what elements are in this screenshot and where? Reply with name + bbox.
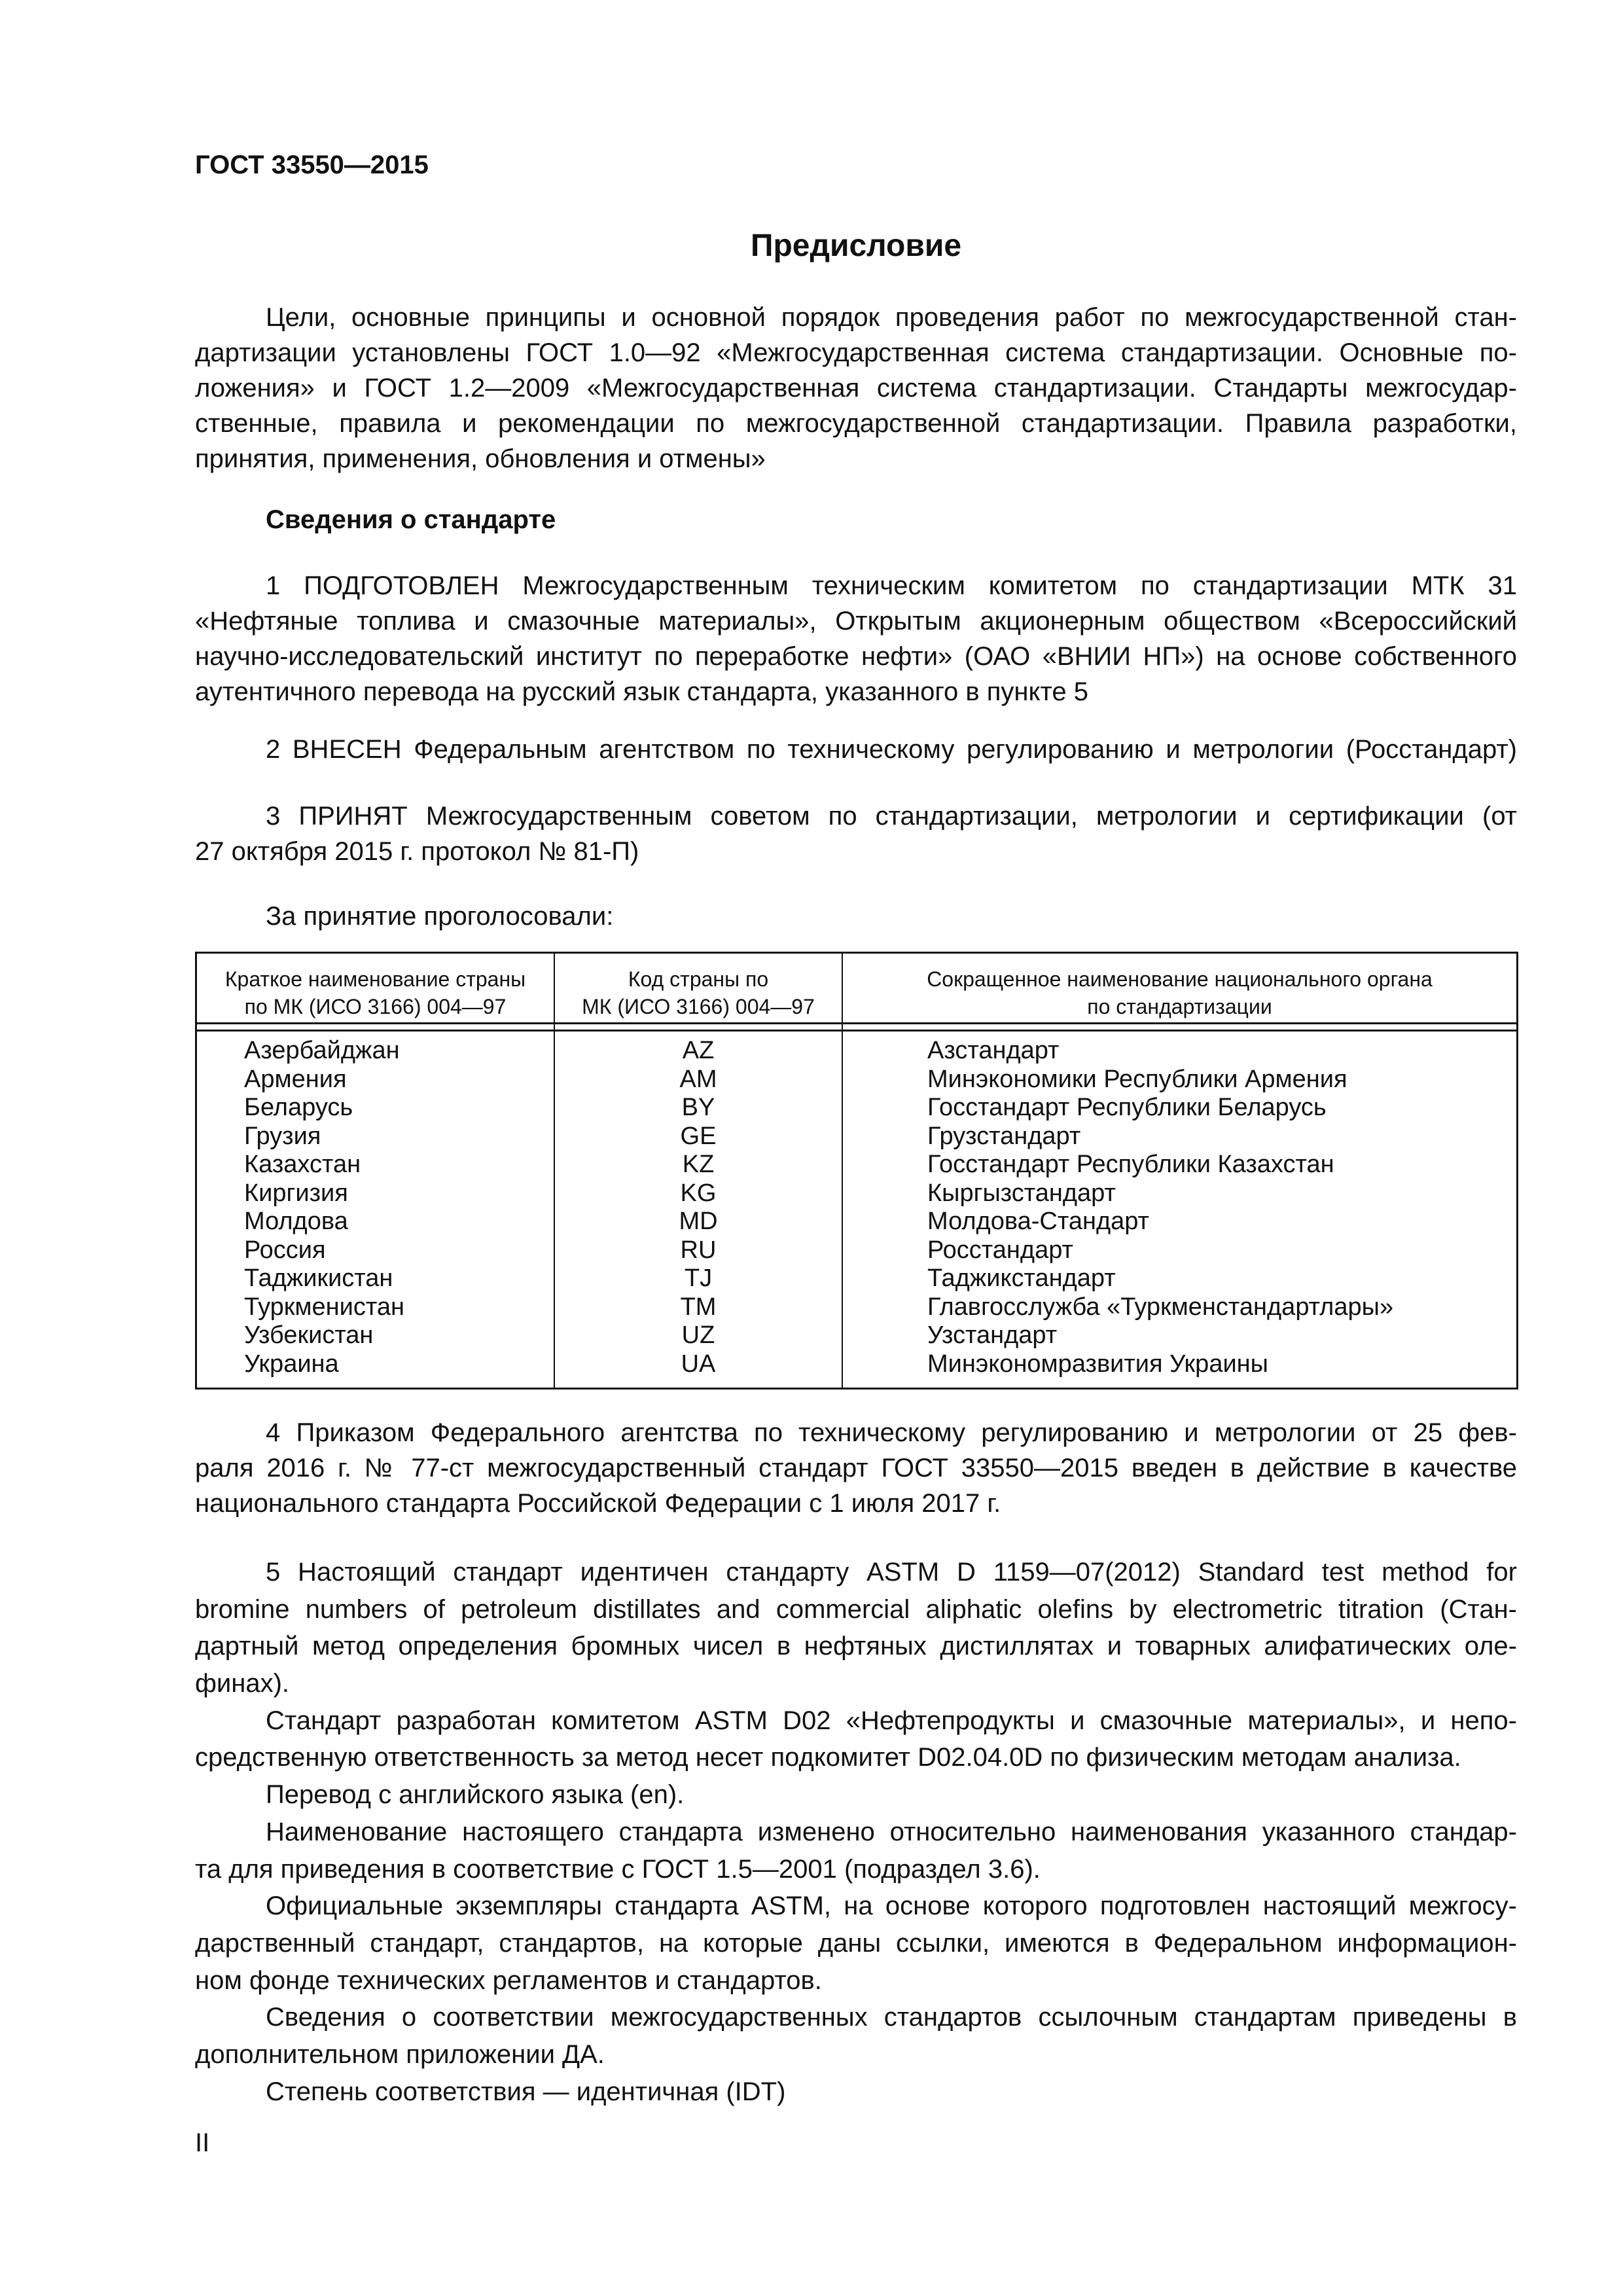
text-line: дополнительном приложении ДА. xyxy=(195,2039,605,2069)
code-cell: RU xyxy=(680,1236,717,1264)
text-line: раля 2016 г. № 77-ст межгосударственный стандарт ГОСТ 33550—2015 введен в действие в качестве xyxy=(195,1454,1517,1482)
code-cell: TJ xyxy=(684,1265,713,1292)
text-line: Стандарт разработан комитетом ASTM D02 «Нефтепродукты и смазочные материалы», и непо- xyxy=(266,1706,1517,1735)
column-header-code: Код страны по МК (ИСО 3166) 004—97 xyxy=(582,967,815,1018)
text-line: Перевод с английского языка (en). xyxy=(266,1780,685,1810)
text-line: 27 октября 2015 г. протокол № 81-П) xyxy=(195,837,639,866)
country-cell: Молдова xyxy=(244,1208,348,1235)
table-row xyxy=(197,1293,1516,1322)
text-line: Цели, основные принципы и основной порядок проведения работ по межгосударственной стан- xyxy=(266,303,1517,332)
authority-cell: Минэкономики Республики Армения xyxy=(927,1065,1347,1093)
authority-cell: Таджикстандарт xyxy=(927,1265,1116,1292)
table-row xyxy=(197,1265,1516,1293)
table-row xyxy=(197,1350,1516,1379)
item-5-paragraph xyxy=(195,1999,1517,2073)
item-5-paragraph xyxy=(195,1888,1517,1999)
text-line: 1 ПОДГОТОВЛЕН Межгосударственным техническим комитетом по стандартизации МТК 31 xyxy=(266,571,1517,600)
header-divider xyxy=(197,1030,1516,1031)
text-line: 3 ПРИНЯТ Межгосударственным советом по стандартизации, метрологии и сертификации (от xyxy=(266,802,1517,831)
code-cell: KZ xyxy=(682,1151,715,1178)
code-cell: UA xyxy=(681,1350,716,1378)
code-cell: UZ xyxy=(681,1321,715,1349)
code-cell: KG xyxy=(680,1179,717,1207)
table-row xyxy=(197,1122,1516,1151)
voted-label: За принятие проголосовали: xyxy=(266,902,614,931)
text-line: Официальные экземпляры стандарта ASTM, на основе которого подготовлен настоящий межгосу- xyxy=(266,1892,1517,1921)
text-line: ственные, правила и рекомендации по межгосударственной стандартизации. Правила разработки, xyxy=(195,409,1517,438)
table-row xyxy=(197,1037,1516,1066)
item-1-prepared xyxy=(195,568,1517,709)
text-line: дартизации установлены ГОСТ 1.0—92 «Межгосударственная система стандартизации. Основные по- xyxy=(195,338,1517,367)
text-line: ложения» и ГОСТ 1.2—2009 «Межгосударственная система стандартизации. Стандарты межгосудар- xyxy=(195,374,1517,403)
page-number: II xyxy=(195,2128,210,2157)
text-line: финах). xyxy=(195,1669,290,1698)
text-line: дарственный стандарт, стандартов, на которые даны ссылки, имеются в Федеральном информацион- xyxy=(195,1928,1517,1958)
country-cell: Беларусь xyxy=(244,1094,353,1121)
column-header-authority: Сокращенное наименование национального органа по стандартизации xyxy=(927,967,1433,1018)
item-5-paragraph xyxy=(195,1814,1517,1888)
text-line: средственную ответственность за метод несет подкомитет D02.04.0D по физическим методам анализа. xyxy=(195,1743,1461,1772)
authority-cell: Госстандарт Республики Казахстан xyxy=(927,1151,1334,1178)
code-cell: AM xyxy=(679,1065,717,1093)
country-cell: Украина xyxy=(244,1350,339,1378)
text-line: принятия, применения, обновления и отмены» xyxy=(195,444,766,473)
text-line: ном фонде технических регламентов и стандартов. xyxy=(195,1965,822,1995)
code-cell: BY xyxy=(681,1094,715,1121)
authority-cell: Минэкономразвития Украины xyxy=(927,1350,1268,1378)
item-5-paragraph xyxy=(195,1554,1517,1702)
table-row xyxy=(197,1066,1516,1094)
text-line: 2 ВНЕСЕН Федеральным агентством по техническому регулированию и метрологии (Росстандарт) xyxy=(266,735,1517,764)
table-row xyxy=(197,1236,1516,1265)
code-cell: MD xyxy=(679,1208,718,1235)
table-row xyxy=(197,1208,1516,1236)
country-cell: Россия xyxy=(244,1236,326,1264)
authority-cell: Кыргызстандарт xyxy=(927,1179,1116,1207)
authority-cell: Узстандарт xyxy=(927,1321,1058,1349)
country-cell: Армения xyxy=(244,1065,347,1093)
country-cell: Казахстан xyxy=(244,1151,361,1178)
column-header-country: Краткое наименование страны по МК (ИСО 3166) 004—97 xyxy=(224,967,526,1018)
table-row xyxy=(197,1094,1516,1122)
header-divider xyxy=(197,1022,1516,1024)
item-5-paragraph xyxy=(195,1702,1517,1776)
text-line: та для приведения в соответствие с ГОСТ 1.5—2001 (подраздел 3.6). xyxy=(195,1854,1041,1884)
authority-cell: Азстандарт xyxy=(927,1037,1060,1064)
voting-countries-table xyxy=(195,952,1518,1390)
text-line: аутентичного перевода на русский язык стандарта, указанного в пункте 5 xyxy=(195,677,1088,706)
country-cell: Таджикистан xyxy=(244,1265,393,1292)
text-line: 4 Приказом Федерального агентства по техническому регулированию и метрологии от 25 фев- xyxy=(266,1418,1517,1447)
authority-cell: Госстандарт Республики Беларусь xyxy=(927,1094,1327,1121)
country-cell: Грузия xyxy=(244,1122,321,1150)
text-line: Степень соответствия — идентичная (IDT) xyxy=(266,2077,786,2106)
page-title: Предисловие xyxy=(750,228,962,263)
table-row xyxy=(197,1321,1516,1350)
item-3-adopted xyxy=(195,798,1517,869)
item-5-identity xyxy=(195,1554,1517,2110)
text-line: bromine numbers of petroleum distillates and commercial aliphatic olefins by electrometric titration (Стан- xyxy=(195,1594,1517,1624)
code-cell: GE xyxy=(680,1122,717,1150)
item-5-paragraph xyxy=(195,2073,1517,2111)
country-cell: Узбекистан xyxy=(244,1321,374,1349)
authority-cell: Главгосслужба «Туркменстандартлары» xyxy=(927,1293,1394,1321)
authority-cell: Грузстандарт xyxy=(927,1122,1081,1150)
text-line: 5 Настоящий стандарт идентичен стандарту ASTM D 1159—07(2012) Standard test method for xyxy=(266,1558,1517,1587)
item-2-submitted xyxy=(195,732,1517,767)
code-cell: TM xyxy=(680,1293,717,1321)
foreword-paragraph xyxy=(195,300,1517,476)
text-line: научно-исследовательский институт по переработке нефти» (ОАО «ВНИИ НП») на основе собственного xyxy=(195,642,1517,671)
text-line: национального стандарта Российской Федерации с 1 июля 2017 г. xyxy=(195,1489,1001,1518)
text-line: «Нефтяные топлива и смазочные материалы», Открытым акционерным обществом «Всероссийский xyxy=(195,607,1517,636)
table-row xyxy=(197,1179,1516,1208)
text-line: Наименование настоящего стандарта изменено относительно наименования указанного стандар- xyxy=(266,1817,1517,1846)
authority-cell: Молдова-Стандарт xyxy=(927,1208,1149,1235)
country-cell: Туркменистан xyxy=(244,1293,404,1321)
table-row xyxy=(197,1151,1516,1179)
authority-cell: Росстандарт xyxy=(927,1236,1073,1264)
code-cell: AZ xyxy=(682,1037,715,1064)
country-cell: Азербайджан xyxy=(244,1037,400,1064)
text-line: Сведения о соответствии межгосударственных стандартов ссылочным стандартам приведены в xyxy=(266,2003,1517,2032)
section-heading: Сведения о стандарте xyxy=(266,505,556,534)
item-4-order xyxy=(195,1415,1517,1521)
text-line: дартный метод определения бромных чисел в нефтяных дистиллятах и товарных алифатических оле- xyxy=(195,1632,1517,1661)
country-cell: Киргизия xyxy=(244,1179,348,1207)
item-5-paragraph xyxy=(195,1776,1517,1814)
document-code-header: ГОСТ 33550—2015 xyxy=(195,151,429,179)
